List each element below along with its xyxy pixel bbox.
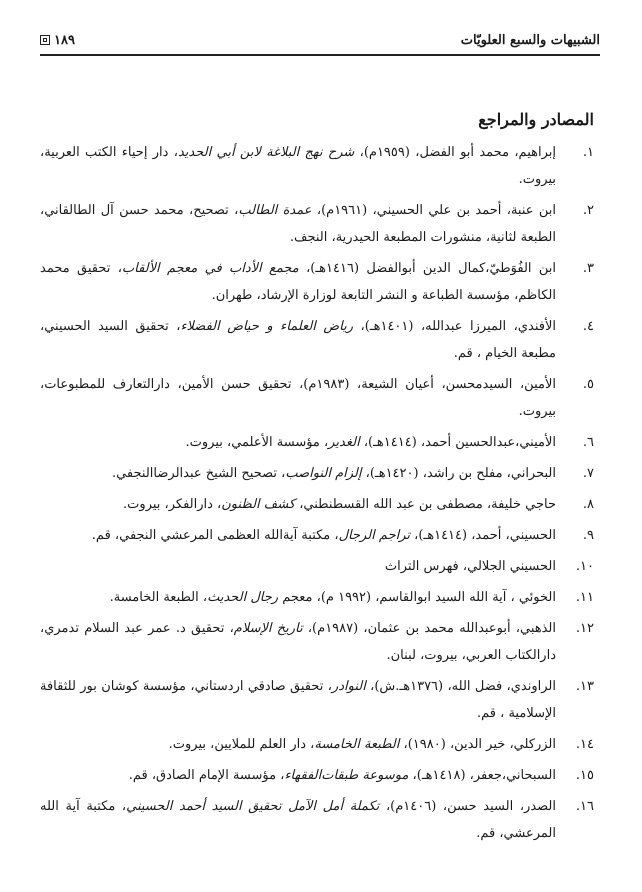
reference-text	[40, 799, 556, 841]
reference-number: ١١.	[575, 590, 594, 605]
reference-title: الغدير	[328, 435, 360, 450]
reference-number: ٧.	[582, 466, 594, 481]
reference-text-after: ، تصحيح، محمد حسن آل الطالقاني، الطبعة لثانية، منشورات المطبعة الحيدرية، النجف.	[40, 203, 556, 245]
reference-item	[40, 255, 594, 309]
reference-text-before: حاجي خليفة، مصطفى بن عبد الله القسطنطني،	[295, 497, 556, 512]
reference-title: كشف الظنون	[221, 497, 296, 512]
reference-item	[40, 429, 594, 456]
reference-text-before: الحسيني الجلالي، فهرس التراث	[384, 559, 556, 574]
reference-text-before: الذهبي، أبوعبدالله محمد بن عثمان، (١٩٨٧م)،	[302, 621, 557, 636]
reference-number: ٥.	[582, 377, 594, 392]
page-number-group	[40, 33, 75, 48]
reference-text	[40, 377, 556, 419]
reference-number: ١٢.	[575, 621, 594, 636]
reference-item	[40, 793, 594, 847]
references-list	[40, 139, 594, 847]
reference-text-after: ، مؤسسة الأعلمي، بيروت.	[185, 435, 329, 450]
reference-title: تاريخ الإسلام	[233, 621, 303, 636]
reference-text	[40, 319, 556, 361]
reference-title: رجال الحديث	[207, 590, 279, 605]
reference-title: تكملة أمل الآمل تحقيق السيد أحمد الحسيني	[126, 799, 380, 814]
page-marker-icon	[40, 35, 50, 45]
reference-text-before: الأميني،عبدالحسين أحمد، (١٤١٤هـ)،	[359, 435, 556, 450]
reference-title: إلزام النواصب	[285, 466, 362, 481]
reference-text	[40, 203, 556, 245]
reference-text-before: الأفندي، الميرزا عبدالله، (١٤٠١هـ)،	[353, 319, 556, 334]
reference-item	[40, 139, 594, 193]
reference-text-after: ، تحقيق السيد الحسيني، مطبعة الخيام ، قم.	[40, 319, 556, 361]
reference-item	[40, 522, 594, 549]
reference-text	[110, 590, 556, 605]
reference-text-after: ، الطبعة الخامسة.	[109, 590, 208, 605]
reference-number: ٨.	[582, 497, 594, 512]
reference-number: ٢.	[582, 203, 594, 218]
reference-number: ٣.	[582, 261, 594, 276]
reference-item	[40, 553, 594, 580]
reference-number: ١.	[582, 145, 594, 160]
reference-text-before: الحسيني، أحمد، (١٤١٤هـ)،	[410, 528, 556, 543]
reference-text-before: الأمين، السيدمحسن، أعيان الشيعة، (١٩٨٣م)، تحقيق حسن الأمين، دارالتعارف للمطبوعات، بيروت.	[40, 377, 556, 419]
reference-text	[40, 261, 556, 303]
reference-text-before: الزركلي، خير الدين، (١٩٨٠)،	[399, 737, 556, 752]
page-number: ١٨٩	[54, 32, 75, 48]
section-title: المصادر والمراجع	[478, 110, 594, 129]
reference-title: موسوعة طبقات‌الفقهاء	[284, 768, 409, 783]
reference-text-after: ، دارالفكر، بيروت.	[123, 497, 222, 512]
reference-text	[123, 497, 556, 512]
reference-text-after: ، تحقيق محمد الكاظم، مؤسسة الطباعة و النشر التابعة لوزارة الإرشاد، طهران.	[40, 261, 556, 303]
reference-text	[40, 145, 556, 187]
reference-number: ٩.	[582, 528, 594, 543]
reference-text-before: ابن عنبة، أحمد بن علي الحسيني، (١٩٦١م)،	[311, 203, 557, 218]
reference-text	[92, 528, 556, 543]
reference-text	[40, 679, 556, 721]
references-section	[40, 110, 594, 851]
reference-text-after: ، دار إحياء الكتب العربية، بيروت.	[40, 145, 556, 187]
reference-text-before: الخوئي ، آية الله السيد ابوالقاسم، (١٩٩٢ م)، معجم	[278, 590, 556, 605]
reference-item	[40, 313, 594, 367]
reference-number: ٤.	[582, 319, 594, 334]
reference-text	[169, 737, 556, 752]
reference-item	[40, 615, 594, 669]
reference-title: الطبعة الخامسة	[314, 737, 400, 752]
reference-text	[40, 621, 556, 663]
reference-text-before: ابن الفُوَطيّ،كمال الدين أبوالفضل (١٤١٦هـ)،	[298, 261, 556, 276]
reference-title: عمدة الطالب	[238, 203, 312, 218]
reference-text	[385, 559, 556, 574]
reference-text-after: ، مكتبة آيةالله العظمى المرعشي النجفي، قم.	[91, 528, 339, 543]
page-header	[40, 30, 600, 56]
reference-item	[40, 491, 594, 518]
reference-text-before: الصدر، السيد حسن، (١٤٠٦م)،	[379, 799, 556, 814]
reference-text	[129, 768, 556, 783]
reference-number: ١٤.	[575, 737, 594, 752]
reference-title: تراجم الرجال	[338, 528, 411, 543]
reference-text-after: ، دار العلم للملايين، بيروت.	[168, 737, 315, 752]
reference-title: النوادر	[331, 679, 366, 694]
reference-title: مجمع الأداب في معجم الألقاب	[121, 261, 299, 276]
reference-text	[112, 466, 556, 481]
reference-number: ١٠.	[575, 559, 594, 574]
reference-text-before: إبراهيم، محمد أبو الفضل، (١٩٥٩م)،	[354, 145, 556, 160]
reference-number: ١٣.	[575, 679, 594, 694]
reference-number: ١٥.	[575, 768, 594, 783]
reference-number: ١٦.	[575, 799, 594, 814]
reference-item	[40, 460, 594, 487]
reference-item	[40, 673, 594, 727]
reference-item	[40, 584, 594, 611]
running-title: الشبيهات والسبع العلويّات	[460, 32, 600, 48]
reference-text-after: ، تحقيق صادقي اردستاني، مؤسسة كوشان بور للثقافة الإسلامية ، قم.	[40, 679, 556, 721]
reference-number: ٦.	[582, 435, 594, 450]
reference-text-after: ، تصحيح الشيخ عبدالرضاالنجفي.	[111, 466, 286, 481]
reference-title: شرح نهج البلاغة لابن أبي الحديد	[177, 145, 355, 160]
reference-item	[40, 762, 594, 789]
reference-item	[40, 371, 594, 425]
reference-text-before: السبحاني،جعفر، (١٤١٨هـ)،	[408, 768, 556, 783]
reference-text-after: ، مكتبة آية الله المرعشي، قم.	[40, 799, 556, 841]
reference-text-before: الراوندي، فضل الله، (١٣٧٦هـ.ش)،	[365, 679, 556, 694]
reference-item	[40, 197, 594, 251]
reference-text-before: البحراني، مفلح بن راشد، (١٤٢٠هـ)،	[361, 466, 556, 481]
reference-text-after: ، مؤسسة الإمام الصادق، قم.	[128, 768, 285, 783]
reference-text-after: ، تحقيق د. عمر عبد السلام تدمري، دارالكتاب العربي، بيروت، لبنان.	[40, 621, 556, 663]
reference-item	[40, 731, 594, 758]
reference-text	[186, 435, 557, 450]
reference-title: رياض العلماء و حياض الفضلاء	[180, 319, 354, 334]
